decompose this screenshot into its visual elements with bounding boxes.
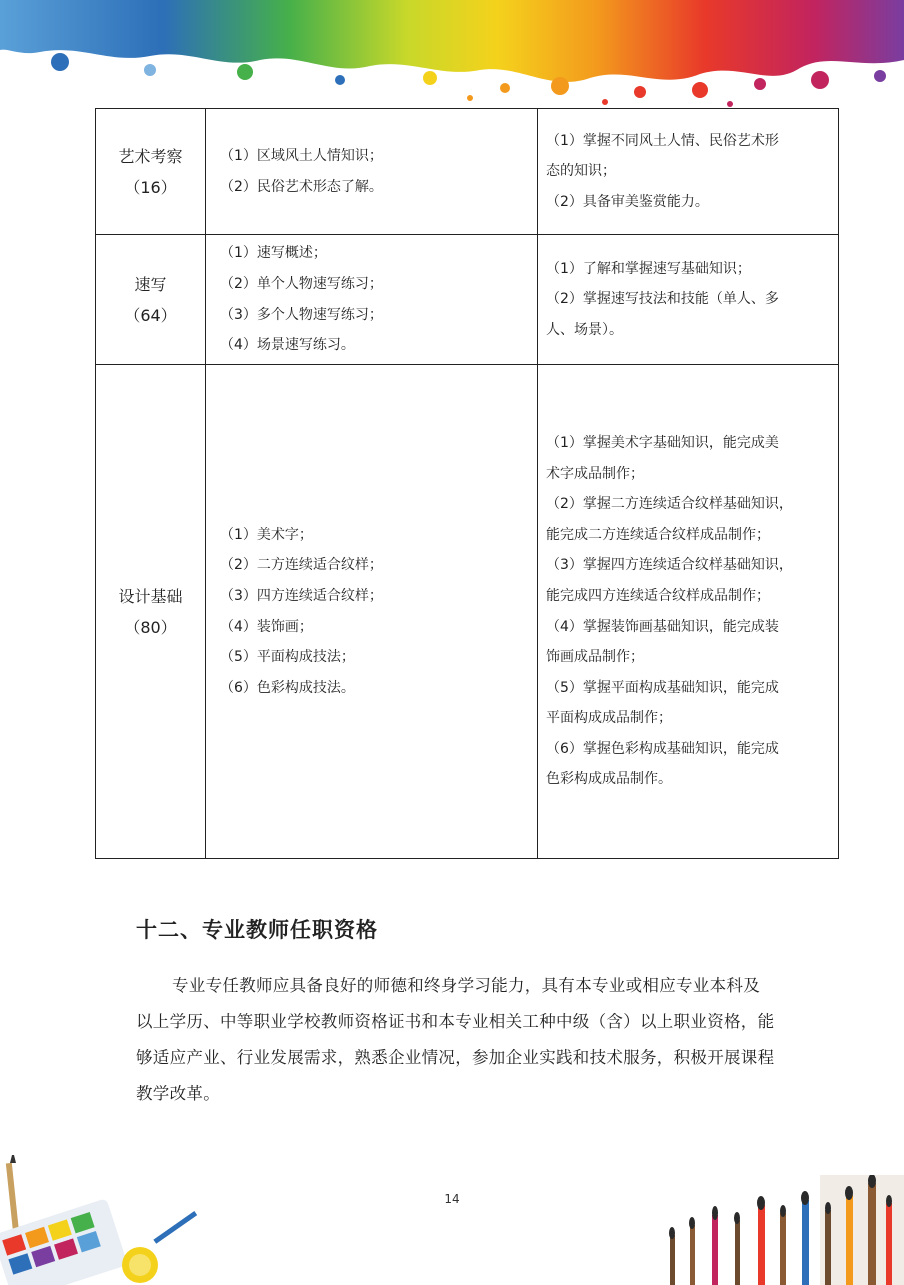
course-table	[95, 108, 839, 859]
course-requirements-cell: （1）掌握不同风土人情、民俗艺术形 态的知识； （2）具备审美鉴赏能力。	[538, 109, 839, 235]
paint-palette-icon	[0, 1155, 210, 1285]
course-content-cell: （1）速写概述； （2）单个人物速写练习； （3）多个人物速写练习； （4）场景速写练习。	[206, 235, 538, 365]
table-row	[96, 235, 839, 365]
paint-splash-icon	[0, 0, 904, 110]
section-body: 专业专任教师应具备良好的师德和终身学习能力，具有本专业或相应专业本科及以上学历、中等职业学校教师资格证书和本专业相关工种中级（含）以上职业资格，能够适应产业、行业发展需求，熟悉企业情况，参加企业实践和技术服务，积极开展课程教学改革。	[136, 976, 775, 1103]
course-content-cell: （1）美术字； （2）二方连续适合纹样； （3）四方连续适合纹样； （4）装饰画； （5）平面构成技法； （6）色彩构成技法。	[206, 365, 538, 859]
course-requirements-cell: （1）掌握美术字基础知识，能完成美 术字成品制作； （2）掌握二方连续适合纹样基础知识， 能完成二方连续适合纹样成品制作； （3）掌握四方连续适合纹样基础知识， 能完成四方连续适合纹样成品制作； （4）掌握装饰画基础知识，能完成装 饰画成品制作； （5）掌握平面构成基础知识，能完成 平面构成成品制作； （6）掌握色彩构成基础知识，能完成 色彩构成成品制作。	[538, 365, 839, 859]
course-name-cell: 速写 （64）	[96, 235, 206, 365]
course-requirements-cell: （1）了解和掌握速写基础知识； （2）掌握速写技法和技能（单人、多 人、场景）。	[538, 235, 839, 365]
course-content-cell: （1）区域风土人情知识； （2）民俗艺术形态了解。	[206, 109, 538, 235]
course-name-cell: 设计基础 （80）	[96, 365, 206, 859]
table-row	[96, 109, 839, 235]
table-row	[96, 365, 839, 859]
section-title: 十二、专业教师任职资格	[136, 918, 378, 942]
paint-brushes-icon	[640, 1175, 904, 1285]
page-number: 14	[444, 1192, 460, 1206]
course-name-cell: 艺术考察 （16）	[96, 109, 206, 235]
